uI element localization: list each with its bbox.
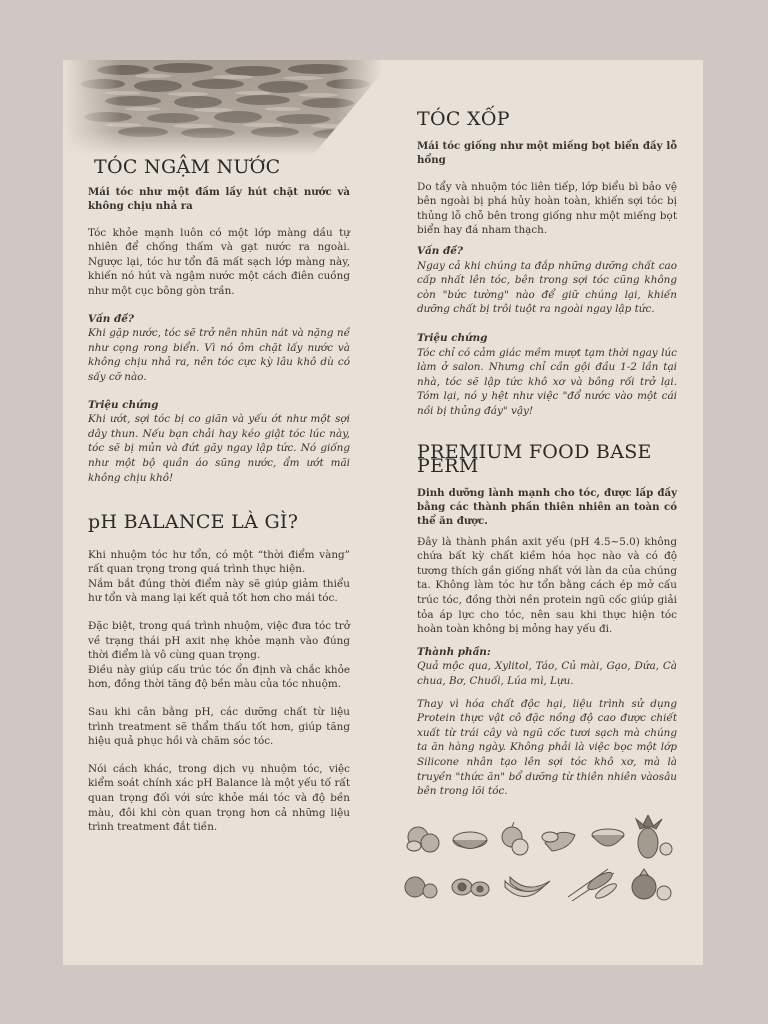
apple-icon (502, 822, 528, 855)
right-column (417, 108, 677, 799)
pineapple-icon (636, 815, 672, 858)
tomato-icon (405, 877, 437, 898)
paragraph: Sau khi cân bằng pH, các dưỡng chất từ liệu trình treatment sẽ thẩm thấu tốt hơn, giúp tăng hiệu quả phục hồi và chăm sóc tóc. (88, 706, 350, 748)
problem-text: Khi gặp nước, tóc sẽ trở nên nhũn nát và nặng nề như cọng rong biển. Vì nó ôm chặt lấy nước và không chịu nhả ra, nên tóc cực kỳ lâu khô dù có sấy cỡ nào. (88, 327, 350, 383)
paragraph: Đặc biệt, trong quá trình nhuộm, việc đưa tóc trở về trạng thái pH axit nhẹ khỏe mạnh vào đúng thời điểm là vô cùng quan trọng. (88, 620, 350, 662)
avocado-icon (452, 879, 489, 896)
wheat-icon (568, 869, 618, 901)
section-title-premium-perm: PREMIUM FOOD BASE PERM (417, 440, 652, 478)
quince-icon (407, 827, 439, 852)
note-text: Thay vì hóa chất độc hại, liệu trình sử dụng Protein thực vật cô đặc nồng độ cao được chiết xuất từ trái cây và ngũ cốc tươi sạch mà chúng ta ăn hàng ngày. Không phải là việc bọc một lớp Silicone nhân tạo lên sợi tóc khô xơ, mà là truyền "thức ăn" bổ dưỡng từ thiên nhiên vàosâu bên trong lõi tóc. (417, 697, 677, 798)
section-subtitle: Dinh dưỡng lành mạnh cho tóc, được lấp đầy bằng các thành phần thiên nhiên an toàn có thể ăn được. (417, 486, 677, 527)
section-subtitle: Mái tóc giống như một miếng bọt biển đầy lỗ hổng (417, 139, 677, 166)
symptom-text: Khi ướt, sợi tóc bị co giãn và yếu ớt như một sợi dây thun. Nếu bạn chải hay kéo giật tóc lúc này, tóc sẽ bị mủn và đứt gãy ngay lập tức. Nó giống như một bộ quần áo sũng nước, ẩm ướt mãi không chịu khô! (88, 413, 350, 484)
symptom-label: Triệu chứng (417, 331, 488, 344)
problem-label: Vấn đề? (88, 312, 134, 325)
paragraph: Khi nhuộm tóc hư tổn, có một “thời điểm vàng” rất quan trọng trong quá trình thực hiện. (88, 548, 350, 576)
paragraph: Đây là thành phần axit yếu (pH 4.5~5.0) không chứa bất kỳ chất kiềm hóa học nào và có độ tương thích gần giống nhất với làn da của chúng ta. Không làm tóc hư tổn bằng cách ép mở cấu trúc tóc, đồng thời nền protein ngũ cốc giúp giải tỏa áp lực cho tóc, nên sau khi thực hiện tóc hoàn toàn không bị mỏng hay yếu đi. (417, 535, 677, 636)
section-title-ph-balance: pH BALANCE LÀ GÌ? (88, 511, 299, 534)
left-column (88, 156, 350, 835)
paragraph: Nói cách khác, trong dịch vụ nhuộm tóc, việc kiểm soát chính xác pH Balance là một yếu tố rất quan trọng đối với sức khỏe mái tóc và độ bền màu, đôi khi còn quan trọng hơn cả những liệu trình treatment đắt tiền. (88, 762, 350, 834)
paragraph: Điều này giúp cấu trúc tóc ổn định và chắc khỏe hơn, đồng thời tăng độ bền màu của tóc nhuộm. (88, 663, 350, 691)
symptom-text: Tóc chỉ có cảm giác mềm mượt tạm thời ngay lúc làm ở salon. Nhưng chỉ cần gội đầu 1-2 lần tại nhà, tóc sẽ lập tức khô xơ và bông rối trở lại. Tóm lại, nó y hệt như việc "đổ nước vào một cái nồi bị thủng đáy" vậy! (417, 346, 677, 417)
pomegranate-icon (632, 869, 671, 900)
symptom-label: Triệu chứng (88, 398, 159, 411)
paragraph: Nắm bắt đúng thời điểm này sẽ giúp giảm thiểu hư tổn và mang lại kết quả tốt hơn cho mái tóc. (88, 577, 350, 605)
rice-bowl-icon (592, 829, 624, 846)
paragraph: Tóc khỏe mạnh luôn có một lớp màng dầu tự nhiên để chống thấm và gạt nước ra ngoài. Ngược lại, tóc hư tổn đã mất sạch lớp màng này, khiến nó hút và ngậm nước một cách điên cuồng như một cục bông gòn trần. (88, 226, 350, 297)
banana-icon (505, 877, 550, 897)
hair-texture-illustration (63, 60, 383, 155)
yam-icon (542, 832, 575, 851)
paragraph: Do tẩy và nhuộm tóc liên tiếp, lớp biểu bì bảo vệ bên ngoài bị phá hủy hoàn toàn, khiến sợi tóc bị thủng lỗ chỗ bên trong giống như một miếng bọt biển hay đá nham thạch. (417, 180, 677, 237)
problem-label: Vấn đề? (417, 244, 463, 257)
section-title-porous: TÓC XỐP (417, 108, 510, 130)
problem-text: Ngay cả khi chúng ta đắp những dưỡng chất cao cấp nhất lên tóc, bên trong sợi tóc cũng không còn "bức tường" nào để giữ chúng lại, khiến dưỡng chất bị trôi tuột ra ngoài ngay lập tức. (417, 259, 677, 316)
xylitol-powder-icon (453, 832, 487, 849)
section-title-waterlogged: TÓC NGẬM NƯỚC (94, 156, 281, 178)
section-subtitle: Mái tóc như một đầm lầy hút chặt nước và không chịu nhả ra (88, 185, 350, 212)
ingredients-label: Thành phần: (417, 645, 491, 658)
ingredients-text: Quả mộc qua, Xylitol, Táo, Củ mài, Gạo, Dứa, Cà chua, Bơ, Chuối, Lúa mì, Lựu. (417, 660, 677, 688)
ingredient-illustrations (400, 815, 690, 910)
